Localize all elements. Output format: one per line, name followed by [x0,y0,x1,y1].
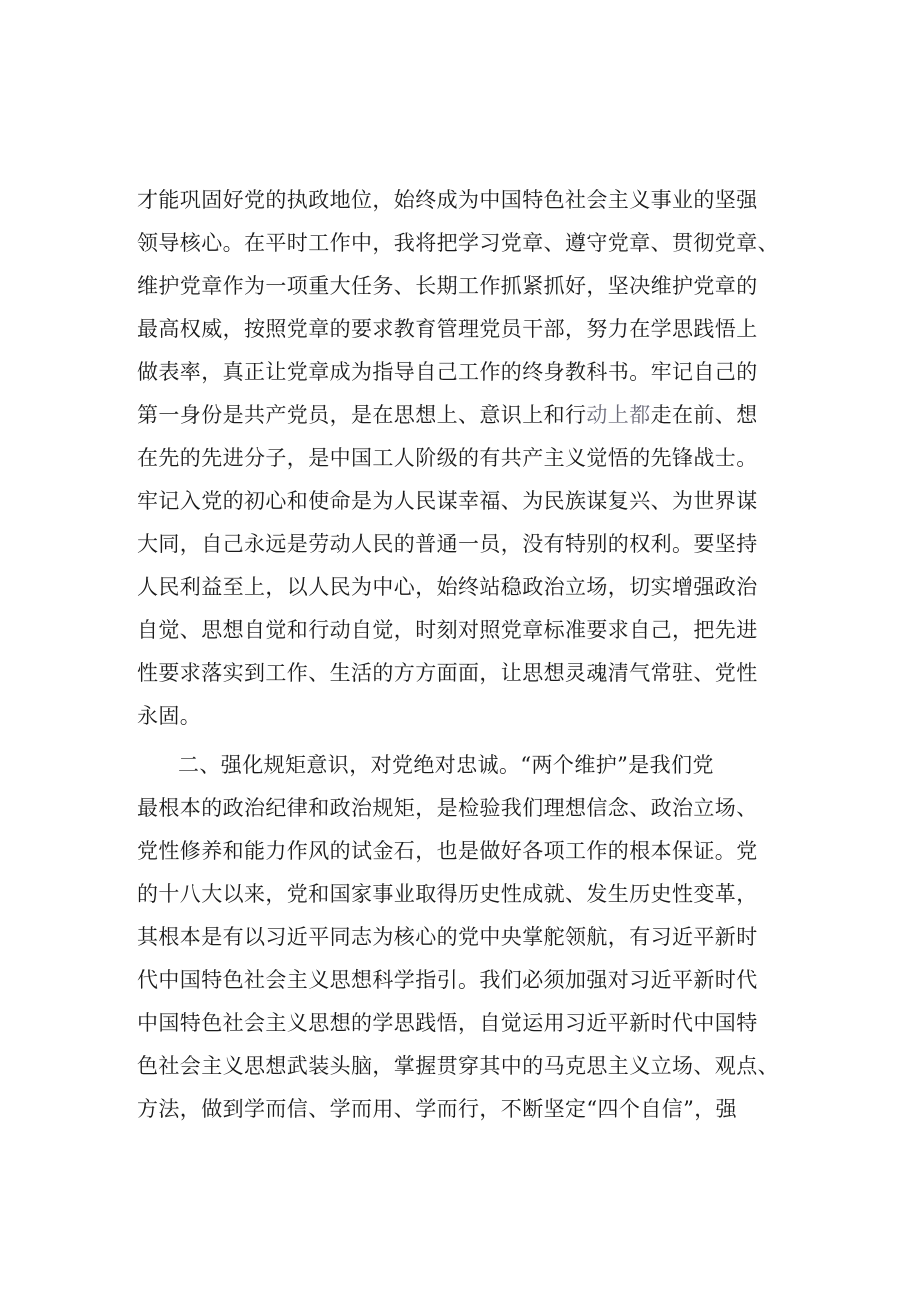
paragraph-1-line-6-head: 第一身份是共产党员，是在思想上、意识上和行 [137,403,587,427]
paragraph-1-line-8: 牢记入党的初心和使命是为人民谋幸福、为民族谋复兴、为世界谋 [137,489,758,513]
paragraph-2-line-4: 的十八大以来，党和国家事业取得历史性成就、发生历史性变革， [137,882,758,906]
paragraph-1-line-4: 最高权威，按照党章的要求教育管理党员干部，努力在学思践悟上 [137,317,758,341]
paragraph-1-line-1: 才能巩固好党的执政地位，始终成为中国特色社会主义事业的坚强 [137,188,758,212]
paragraph-1-line-13: 永固。 [137,704,202,728]
paragraph-1-line-9: 大同，自己永远是劳动人民的普通一员，没有特别的权利。要坚持 [137,532,758,556]
paragraph-2-line-5: 其根本是有以习近平同志为核心的党中央掌舵领航，有习近平新时 [137,925,758,949]
paragraph-2-line-1: 二、强化规矩意识，对党绝对忠诚。“两个维护”是我们党 [178,753,714,777]
paragraph-2-line-6: 代中国特色社会主义思想科学指引。我们必须加强对习近平新时代 [137,968,758,992]
paragraph-2-line-7: 中国特色社会主义思想的学思践悟，自觉运用习近平新时代中国特 [137,1011,758,1035]
paragraph-1-line-12: 性要求落实到工作、生活的方方面面，让思想灵魂清气常驻、党性 [137,661,758,685]
paragraph-2-line-9: 方法，做到学而信、学而用、学而行，不断坚定“四个自信”，强 [137,1097,738,1121]
paragraph-2-line-8: 色社会主义思想武装头脑，掌握贯穿其中的马克思主义立场、观点、 [137,1054,779,1078]
paragraph-1-line-7: 在先的先进分子，是中国工人阶级的有共产主义觉悟的先锋战士。 [137,446,758,470]
paragraph-1-line-6-muted: 动上都 [586,403,651,427]
paragraph-1-line-2: 领导核心。在平时工作中，我将把学习党章、遵守党章、贯彻党章、 [137,231,779,255]
paragraph-1-line-6 [137,401,817,429]
paragraph-1-line-11: 自觉、思想自觉和行动自觉，时刻对照党章标准要求自己，把先进 [137,618,758,642]
paragraph-1-line-10: 人民利益至上，以人民为中心，始终站稳政治立场，切实增强政治 [137,575,758,599]
paragraph-1-line-3: 维护党章作为一项重大任务、长期工作抓紧抓好，坚决维护党章的 [137,274,758,298]
paragraph-1-line-5: 做表率，真正让党章成为指导自己工作的终身教科书。牢记自己的 [137,360,758,384]
paragraph-2-line-2: 最根本的政治纪律和政治规矩，是检验我们理想信念、政治立场、 [137,796,758,820]
paragraph-1-line-6-tail: 走在前、想 [650,403,758,427]
paragraph-2-line-3: 党性修养和能力作风的试金石，也是做好各项工作的根本保证。党 [137,839,758,863]
